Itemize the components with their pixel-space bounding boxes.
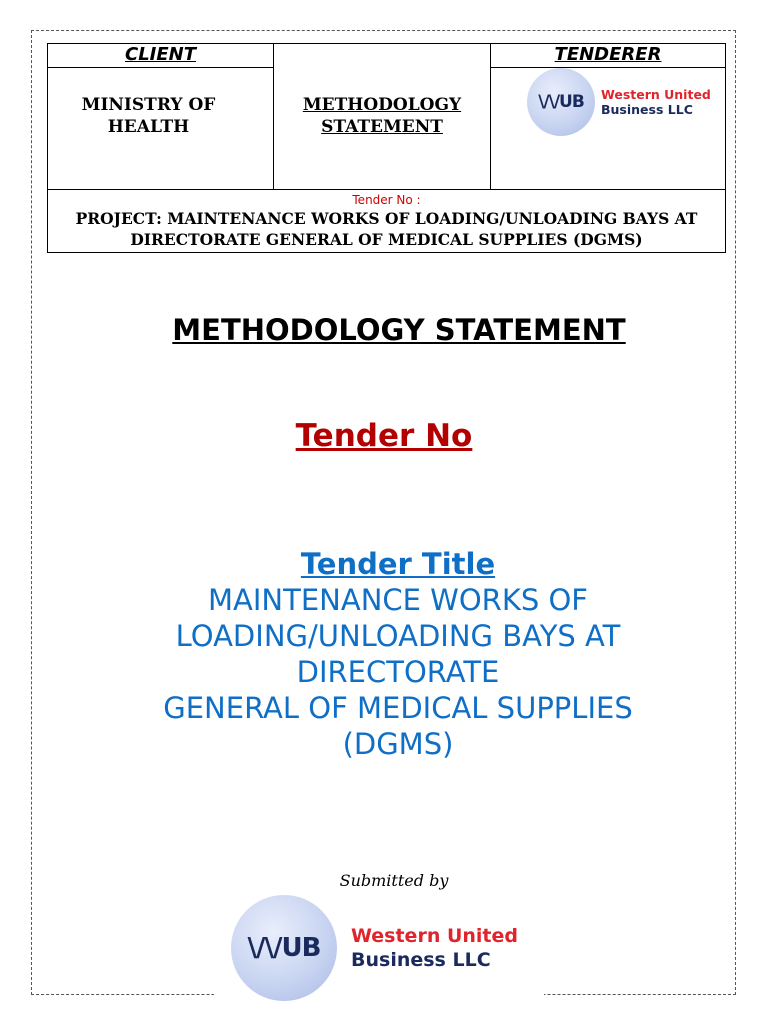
tender-title-line: LOADING/UNLOADING BAYS AT <box>175 619 621 653</box>
tender-title-line: (DGMS) <box>342 727 454 761</box>
tender-no-heading: Tender No <box>295 418 473 454</box>
project-cell <box>48 190 725 252</box>
logo-brand-line1: Western United <box>351 925 518 947</box>
tender-title-block <box>0 546 768 762</box>
logo-emblem <box>231 895 337 1001</box>
tender-title-line: DIRECTORATE <box>296 655 500 689</box>
project-title: PROJECT: MAINTENANCE WORKS OF LOADING/UNLOADING BAYS AT DIRECTORATE GENERAL OF MEDICAL SUPPLIES (DGMS) <box>75 209 698 249</box>
logo-emblem <box>527 68 595 136</box>
logo-brand-line1: Western United <box>601 87 711 102</box>
main-title: METHODOLOGY STATEMENT <box>172 313 626 347</box>
logo-brand-line2: Business LLC <box>351 949 491 971</box>
tender-title-label: Tender Title <box>300 547 496 581</box>
submitted-by: Submitted by <box>339 871 449 890</box>
company-logo-large <box>214 893 544 1003</box>
tenderer-label: TENDERER <box>491 44 725 68</box>
document-type-text: METHODOLOGY STATEMENT <box>302 95 462 137</box>
client-name: MINISTRY OF HEALTH <box>48 68 274 190</box>
logo-mark: \/\/UB <box>538 92 584 112</box>
tender-no-label: Tender No : <box>352 193 421 207</box>
document-type <box>274 44 491 190</box>
tender-title-line: MAINTENANCE WORKS OF <box>208 583 588 617</box>
logo-brand-line2: Business LLC <box>601 102 693 117</box>
logo-text <box>351 924 518 972</box>
logo-mark: \/\/UB <box>247 933 321 963</box>
tender-title-line: GENERAL OF MEDICAL SUPPLIES <box>163 691 633 725</box>
logo-text <box>601 87 711 117</box>
company-logo-small <box>527 68 711 136</box>
client-label: CLIENT <box>48 44 274 68</box>
